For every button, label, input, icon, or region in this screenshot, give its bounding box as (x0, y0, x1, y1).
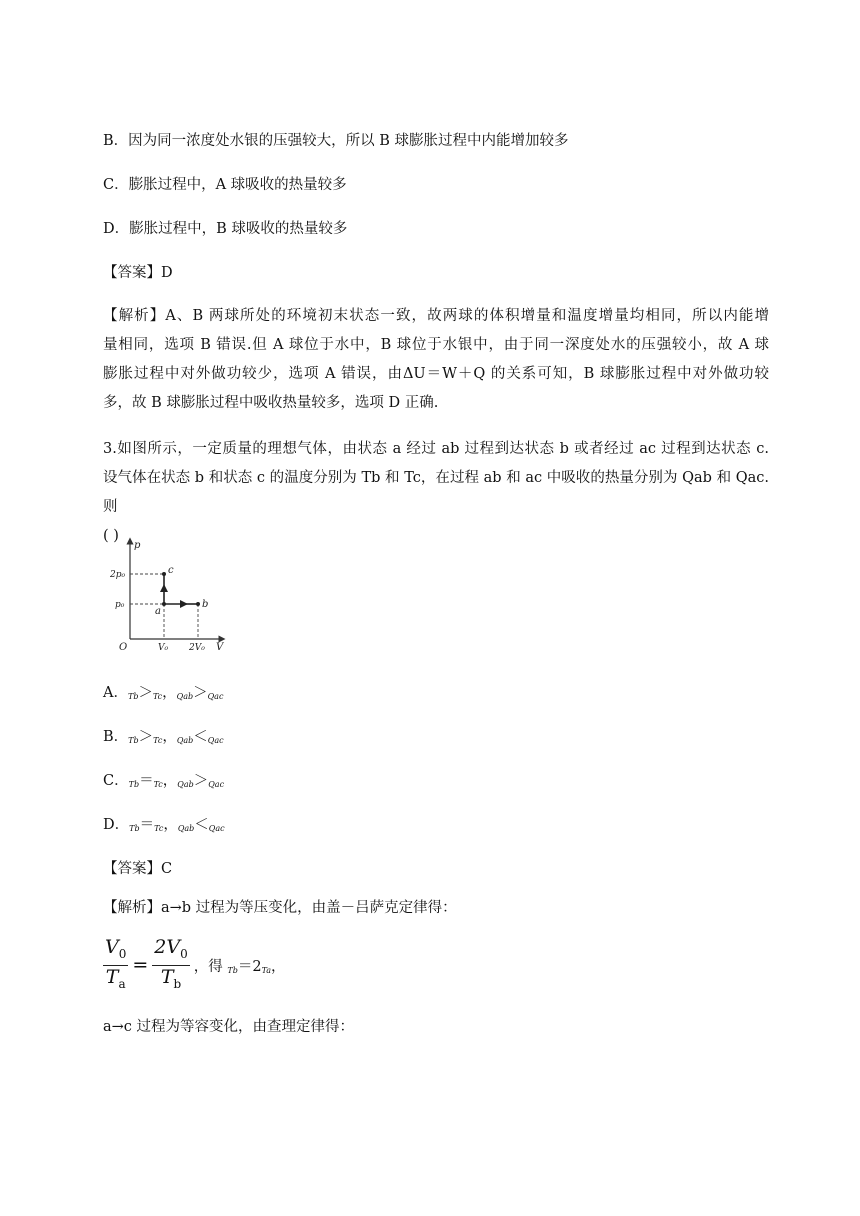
tick-2v0: 2V₀ (189, 643, 205, 653)
pv-diagram (110, 536, 235, 656)
symbol: Tb (127, 692, 139, 701)
separator: ， (162, 729, 177, 745)
frac-subscript: b (173, 976, 182, 991)
symbol: Qab (176, 736, 194, 745)
fraction-left (103, 936, 128, 995)
formula-gay-lussac (103, 936, 286, 995)
point-a-dot (162, 602, 166, 606)
analysis-prev-row: 量相同，选项 B 错误.但 A 球位于水中，B 球位于水银中，由于同一深度处水的压强较小，故 A 球 (103, 337, 769, 353)
symbol: Tb (128, 780, 140, 789)
analysis-prev-row: 【解析】A、B 两球所处的环境初末状态一致，故两球的体积增量和温度增量均相同，所以内能增 (103, 308, 769, 324)
answer-prev: 【答案】D (103, 265, 173, 281)
symbol: Tc (154, 824, 164, 833)
frac-subscript: a (118, 976, 126, 991)
origin-label: O (119, 642, 128, 653)
result-text: ， (271, 958, 286, 975)
analysis-3-line3: a→c 过程为等容变化，由查理定律得： (103, 1019, 355, 1035)
analysis-prev-row: 多，故 B 球膨胀过程中吸收热量较多，选项 D 正确. (103, 395, 439, 411)
separator: ， (162, 685, 177, 701)
relation: ＝ (139, 817, 155, 833)
analysis-3-line1: 【解析】a→b 过程为等压变化，由盖－吕萨克定律得： (103, 900, 457, 916)
question-3-row: 3.如图所示，一定质量的理想气体，由状态 a 经过 ab 过程到达状态 b 或者经过 ac 过程到达状态 c. (103, 441, 769, 457)
relation: ＜ (193, 729, 208, 745)
frac-numerator: V (105, 936, 119, 958)
option-letter: B． (103, 729, 129, 745)
symbol: Qab (177, 780, 194, 789)
symbol: Tc (153, 736, 163, 745)
formula-result (194, 955, 286, 976)
v-label: V (216, 642, 224, 653)
frac-numerator: 2V (154, 936, 181, 958)
option-3-b (103, 727, 224, 751)
frac-subscript: 0 (118, 946, 127, 961)
point-b-dot (196, 602, 200, 606)
relation: ＞ (138, 685, 153, 701)
tick-p0: p₀ (115, 600, 125, 610)
option-letter: D． (103, 817, 130, 833)
symbol: Tb (128, 736, 139, 745)
question-3 (103, 435, 769, 551)
option-c-prev: C．膨胀过程中，A 球吸收的热量较多 (103, 177, 347, 193)
frac-denominator: T (105, 965, 119, 988)
option-letter: A． (103, 685, 128, 701)
frac-denominator: T (160, 965, 174, 988)
symbol: Ta (261, 965, 272, 975)
option-3-a (103, 683, 223, 707)
tick-v0: V₀ (158, 643, 169, 653)
point-b-label: b (202, 599, 209, 610)
relation: ＞ (138, 729, 154, 745)
question-3-row: ( ) (103, 528, 119, 544)
answer-3: 【答案】C (103, 861, 173, 877)
question-3-row: 设气体在状态 b 和状态 c 的温度分别为 Tb 和 Tc，在过程 ab 和 ac 中吸收的热量分别为 Qab 和 Qac.则 (103, 470, 769, 515)
option-3-c (103, 771, 224, 795)
option-d-prev: D．膨胀过程中，B 球吸收的热量较多 (103, 221, 348, 237)
result-text: ＝2 (237, 958, 262, 975)
point-c-label: c (168, 565, 174, 576)
symbol: Qac (208, 780, 225, 789)
symbol: Qac (207, 692, 224, 701)
tick-2p0: 2p₀ (110, 570, 126, 580)
equals-sign: = (132, 954, 149, 977)
symbol: Tb (129, 824, 140, 833)
option-letter: C． (103, 773, 129, 789)
relation: ＞ (193, 685, 208, 701)
frac-subscript: 0 (180, 946, 188, 961)
point-c-dot (162, 572, 166, 576)
separator: ， (163, 817, 178, 833)
symbol: Qab (177, 824, 195, 833)
option-3-d (103, 815, 225, 839)
analysis-prev (103, 302, 769, 418)
symbol: Tb (227, 965, 238, 975)
analysis-prev-row: 膨胀过程中对外做功较少，选项 A 错误，由ΔU＝W＋Q 的关系可知，B 球膨胀过程中对外做功较 (103, 366, 769, 382)
relation: ＝ (139, 773, 154, 789)
symbol: Tc (152, 692, 163, 701)
symbol: Qab (176, 692, 194, 701)
fraction-right (152, 936, 189, 995)
symbol: Tc (153, 780, 163, 789)
separator: ， (162, 773, 178, 789)
result-text: ，得 (193, 958, 228, 975)
symbol: Qac (207, 736, 224, 745)
symbol: Qac (208, 824, 225, 833)
option-b-prev: B．因为同一浓度处水银的压强较大，所以 B 球膨胀过程中内能增加较多 (103, 133, 569, 149)
point-a-label: a (155, 606, 161, 617)
p-label: p (134, 540, 141, 551)
relation: ＜ (194, 817, 209, 833)
relation: ＞ (193, 773, 209, 789)
